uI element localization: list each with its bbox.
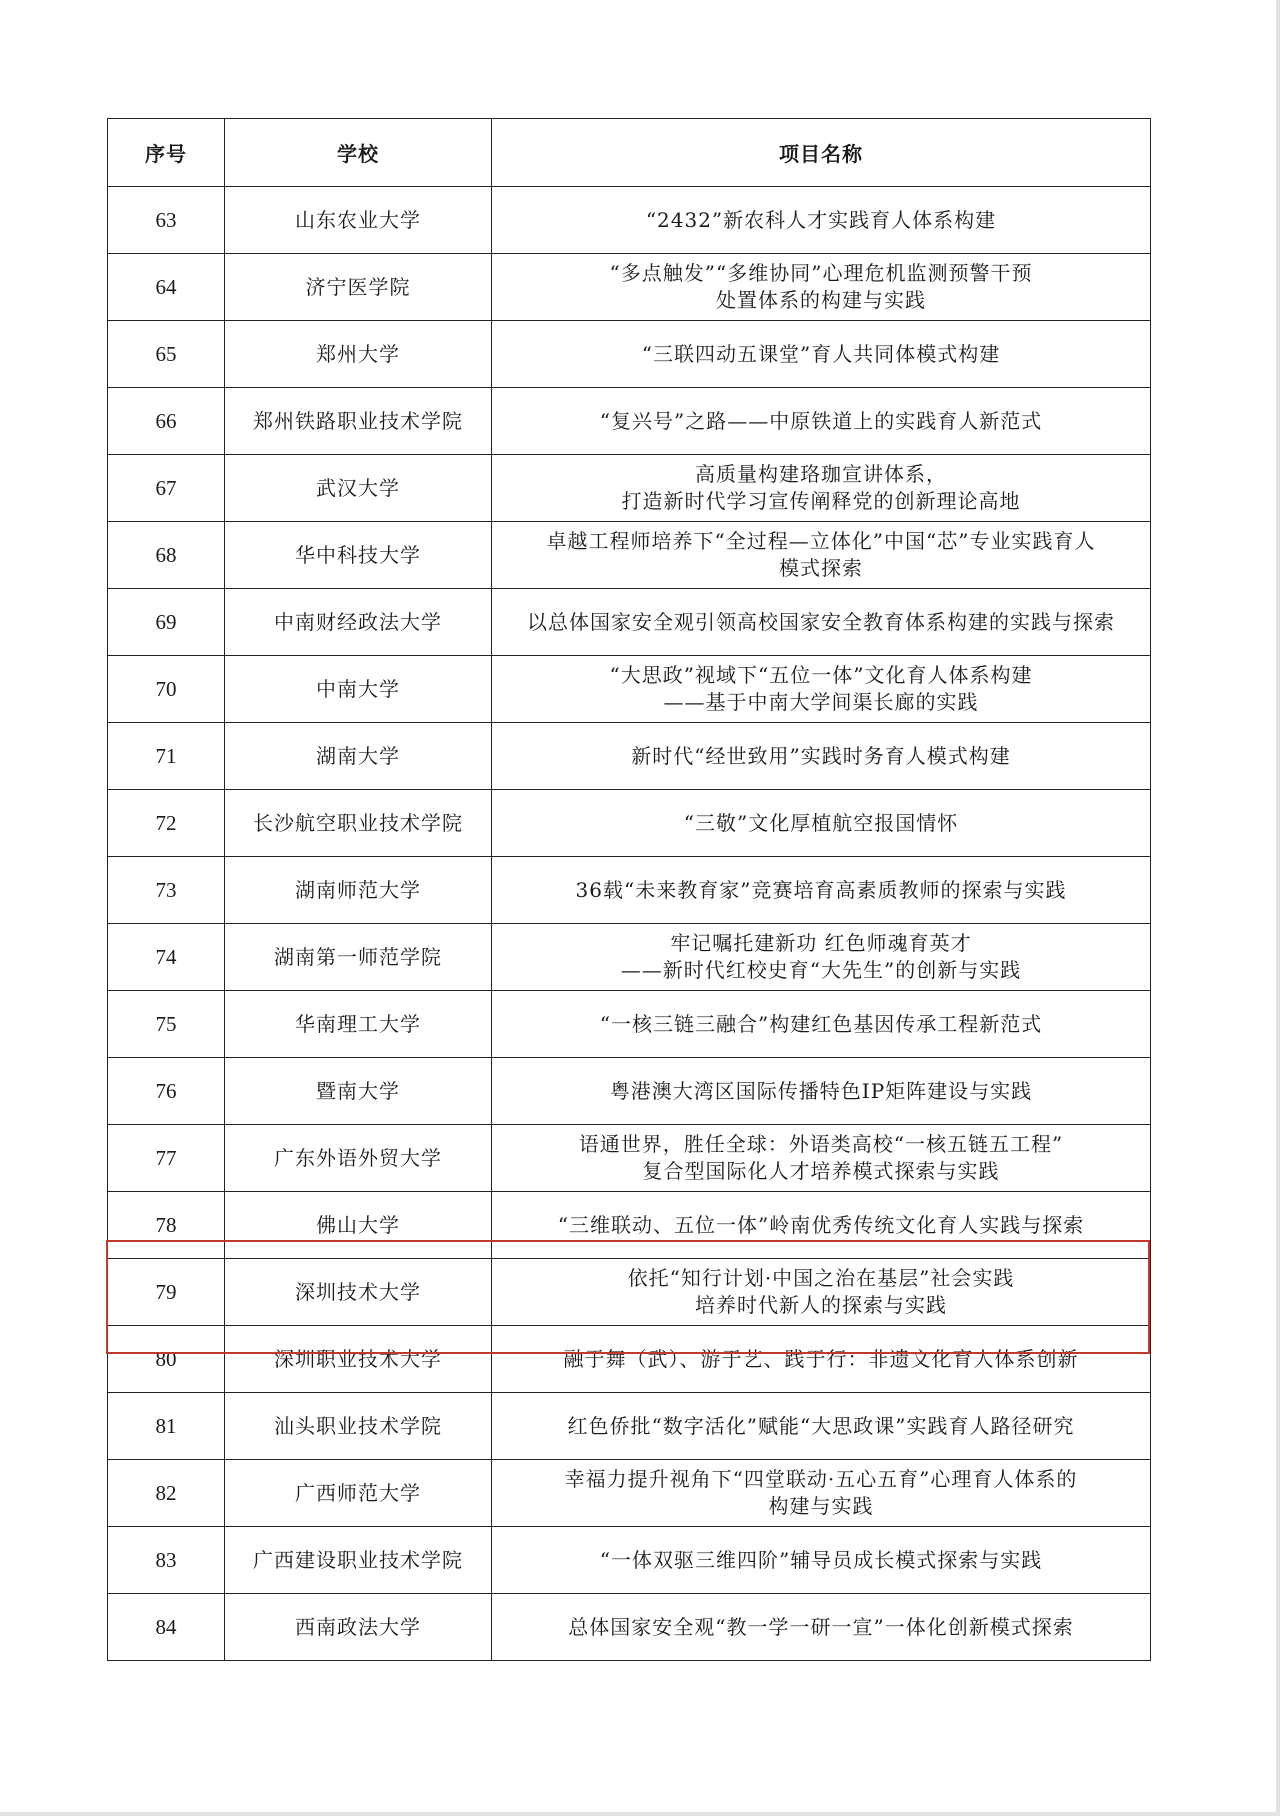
header-school: 学校 bbox=[225, 119, 492, 187]
project-name-line: 打造新时代学习宣传阐释党的创新理论高地 bbox=[621, 489, 1021, 513]
project-name-line: “一核三链三融合”构建红色基因传承工程新范式 bbox=[599, 1011, 1043, 1036]
school-name: 济宁医学院 bbox=[225, 254, 492, 321]
school-name: 郑州铁路职业技术学院 bbox=[225, 388, 492, 455]
school-name: 广东外语外贸大学 bbox=[225, 1125, 492, 1192]
row-number: 83 bbox=[108, 1527, 225, 1594]
project-name-line: ——基于中南大学间渠长廊的实践 bbox=[663, 690, 979, 714]
project-name-line: “复兴号”之路——中原铁道上的实践育人新范式 bbox=[599, 408, 1043, 433]
project-name-line: “三敬”文化厚植航空报国情怀 bbox=[683, 810, 959, 835]
table-row bbox=[108, 1125, 1151, 1192]
row-number: 84 bbox=[108, 1594, 225, 1661]
table-row bbox=[108, 187, 1151, 254]
header-num: 序号 bbox=[108, 119, 225, 187]
project-name-line: 以总体国家安全观引领高校国家安全教育体系构建的实践与探索 bbox=[527, 609, 1115, 634]
school-name: 广西建设职业技术学院 bbox=[225, 1527, 492, 1594]
table-row bbox=[108, 1393, 1151, 1460]
school-name: 长沙航空职业技术学院 bbox=[225, 790, 492, 857]
table-row bbox=[108, 321, 1151, 388]
project-name-line: ——新时代红校史育“大先生”的创新与实践 bbox=[620, 958, 1022, 982]
table-row bbox=[108, 924, 1151, 991]
row-number: 80 bbox=[108, 1326, 225, 1393]
school-name: 中南财经政法大学 bbox=[225, 589, 492, 656]
row-number: 69 bbox=[108, 589, 225, 656]
school-name: 郑州大学 bbox=[225, 321, 492, 388]
project-name-line: “三维联动、五位一体”岭南优秀传统文化育人实践与探索 bbox=[557, 1212, 1085, 1237]
project-table bbox=[107, 118, 1151, 1661]
table-row bbox=[108, 1058, 1151, 1125]
table-row bbox=[108, 1594, 1151, 1661]
row-number: 78 bbox=[108, 1192, 225, 1259]
row-number: 64 bbox=[108, 254, 225, 321]
project-name-line: “大思政”视域下“五位一体”文化育人体系构建 bbox=[609, 663, 1033, 687]
project-name-line: 构建与实践 bbox=[768, 1494, 874, 1518]
project-name-line: 牢记嘱托建新功 红色师魂育英才 bbox=[670, 931, 972, 955]
project-name-line: 总体国家安全观“教一学一研一宣”一体化创新模式探索 bbox=[568, 1614, 1074, 1639]
row-number: 74 bbox=[108, 924, 225, 991]
project-name-line: “2432”新农科人才实践育人体系构建 bbox=[645, 207, 997, 232]
project-name-line: 语通世界，胜任全球：外语类高校“一核五链五工程” bbox=[578, 1132, 1064, 1156]
school-name: 湖南大学 bbox=[225, 723, 492, 790]
school-name: 西南政法大学 bbox=[225, 1594, 492, 1661]
project-name-line: “三联四动五课堂”育人共同体模式构建 bbox=[641, 341, 1001, 366]
school-name: 佛山大学 bbox=[225, 1192, 492, 1259]
project-name-line: 36载“未来教育家”竞赛培育高素质教师的探索与实践 bbox=[575, 877, 1067, 902]
project-name bbox=[492, 857, 1151, 924]
table-row bbox=[108, 455, 1151, 522]
school-name: 华南理工大学 bbox=[225, 991, 492, 1058]
table-row bbox=[108, 1326, 1151, 1393]
project-name bbox=[492, 1393, 1151, 1460]
table-row bbox=[108, 522, 1151, 589]
school-name: 深圳技术大学 bbox=[225, 1259, 492, 1326]
project-table-container bbox=[107, 118, 1150, 1661]
project-name bbox=[492, 254, 1151, 321]
project-name bbox=[492, 455, 1151, 522]
row-number: 71 bbox=[108, 723, 225, 790]
project-name bbox=[492, 1527, 1151, 1594]
row-number: 82 bbox=[108, 1460, 225, 1527]
project-name bbox=[492, 1259, 1151, 1326]
school-name: 湖南第一师范学院 bbox=[225, 924, 492, 991]
row-number: 70 bbox=[108, 656, 225, 723]
table-row bbox=[108, 656, 1151, 723]
project-name bbox=[492, 1125, 1151, 1192]
project-name bbox=[492, 1192, 1151, 1259]
school-name: 中南大学 bbox=[225, 656, 492, 723]
project-name bbox=[492, 388, 1151, 455]
row-number: 67 bbox=[108, 455, 225, 522]
row-number: 73 bbox=[108, 857, 225, 924]
project-name-line: 处置体系的构建与实践 bbox=[716, 288, 926, 312]
table-row bbox=[108, 589, 1151, 656]
project-name bbox=[492, 1058, 1151, 1125]
project-name-line: 幸福力提升视角下“四堂联动·五心五育”心理育人体系的 bbox=[564, 1467, 1078, 1491]
project-name bbox=[492, 589, 1151, 656]
school-name: 湖南师范大学 bbox=[225, 857, 492, 924]
row-number: 66 bbox=[108, 388, 225, 455]
project-name bbox=[492, 656, 1151, 723]
project-name bbox=[492, 991, 1151, 1058]
table-row bbox=[108, 1460, 1151, 1527]
project-name-line: 依托“知行计划·中国之治在基层”社会实践 bbox=[627, 1266, 1015, 1290]
table-row bbox=[108, 1192, 1151, 1259]
project-name-line: 红色侨批“数字活化”赋能“大思政课”实践育人路径研究 bbox=[567, 1413, 1075, 1438]
project-name-line: 融于舞（武）、游于艺、践于行：非遗文化育人体系创新 bbox=[563, 1346, 1079, 1371]
table-row bbox=[108, 991, 1151, 1058]
table-row bbox=[108, 1527, 1151, 1594]
header-project: 项目名称 bbox=[492, 119, 1151, 187]
row-number: 72 bbox=[108, 790, 225, 857]
row-number: 81 bbox=[108, 1393, 225, 1460]
school-name: 武汉大学 bbox=[225, 455, 492, 522]
project-name-line: 粤港澳大湾区国际传播特色IP矩阵建设与实践 bbox=[609, 1078, 1033, 1103]
row-number: 76 bbox=[108, 1058, 225, 1125]
school-name: 汕头职业技术学院 bbox=[225, 1393, 492, 1460]
project-name-line: “多点触发”“多维协同”心理危机监测预警干预 bbox=[609, 261, 1033, 285]
row-number: 63 bbox=[108, 187, 225, 254]
school-name: 暨南大学 bbox=[225, 1058, 492, 1125]
project-name-line: 培养时代新人的探索与实践 bbox=[695, 1293, 947, 1317]
project-name bbox=[492, 1326, 1151, 1393]
table-row bbox=[108, 254, 1151, 321]
table-row bbox=[108, 388, 1151, 455]
project-name bbox=[492, 522, 1151, 589]
table-row bbox=[108, 790, 1151, 857]
project-name-line: 新时代“经世致用”实践时务育人模式构建 bbox=[631, 743, 1011, 768]
table-body bbox=[108, 187, 1151, 1661]
school-name: 广西师范大学 bbox=[225, 1460, 492, 1527]
school-name: 深圳职业技术大学 bbox=[225, 1326, 492, 1393]
table-row bbox=[108, 1259, 1151, 1326]
row-number: 79 bbox=[108, 1259, 225, 1326]
school-name: 华中科技大学 bbox=[225, 522, 492, 589]
table-header-row bbox=[108, 119, 1151, 187]
project-name bbox=[492, 187, 1151, 254]
table-row bbox=[108, 723, 1151, 790]
row-number: 65 bbox=[108, 321, 225, 388]
row-number: 68 bbox=[108, 522, 225, 589]
project-name bbox=[492, 321, 1151, 388]
project-name-line: “一体双驱三维四阶”辅导员成长模式探索与实践 bbox=[599, 1547, 1043, 1572]
row-number: 75 bbox=[108, 991, 225, 1058]
project-name bbox=[492, 1460, 1151, 1527]
project-name bbox=[492, 1594, 1151, 1661]
project-name-line: 高质量构建珞珈宣讲体系， bbox=[695, 462, 947, 486]
project-name-line: 卓越工程师培养下“全过程—立体化”中国“芯”专业实践育人 bbox=[546, 529, 1096, 553]
table-row bbox=[108, 857, 1151, 924]
row-number: 77 bbox=[108, 1125, 225, 1192]
project-name bbox=[492, 723, 1151, 790]
project-name bbox=[492, 924, 1151, 991]
project-name bbox=[492, 790, 1151, 857]
project-name-line: 复合型国际化人才培养模式探索与实践 bbox=[642, 1159, 1000, 1183]
school-name: 山东农业大学 bbox=[225, 187, 492, 254]
project-name-line: 模式探索 bbox=[779, 556, 863, 580]
